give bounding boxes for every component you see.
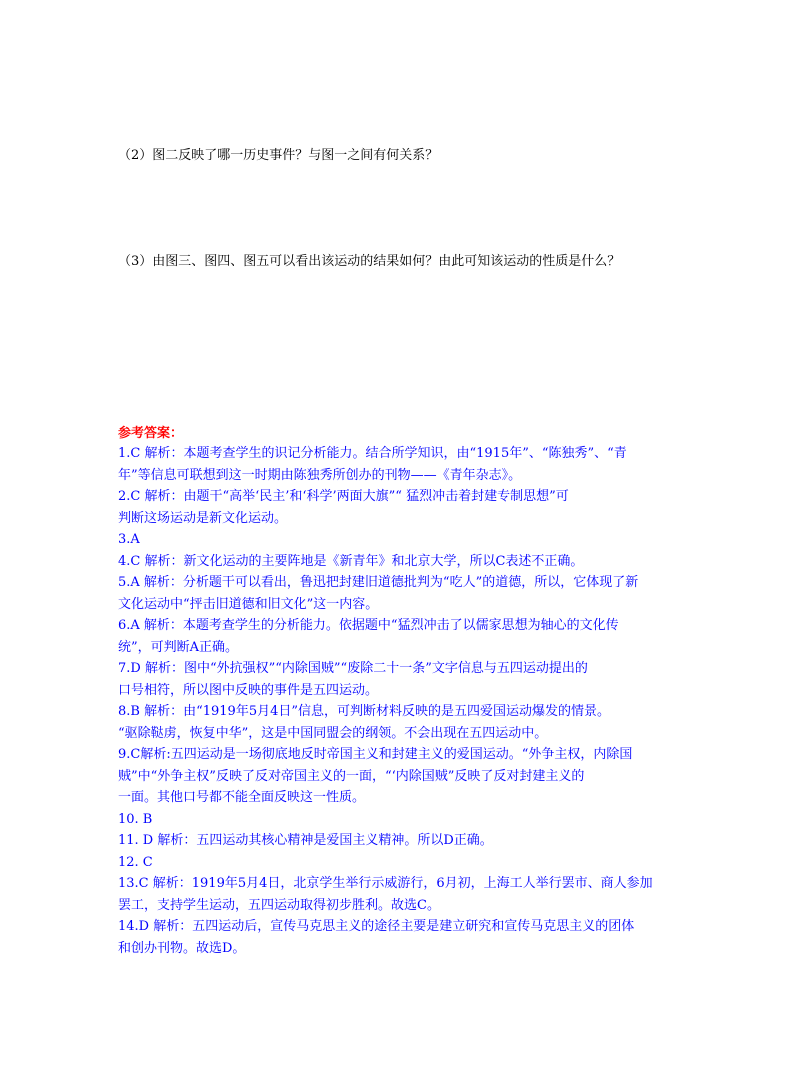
answer-line: 年”等信息可联想到这一时期由陈独秀所创办的刊物——《青年杂志》。 bbox=[118, 467, 522, 483]
answer-line: 口号相符，所以图中反映的事件是五四运动。 bbox=[118, 682, 379, 698]
answer-line: 12. C bbox=[118, 854, 153, 870]
answer-line: 统”，可判断A正确。 bbox=[118, 639, 239, 655]
answer-line: 和创办刊物。故选D。 bbox=[118, 940, 246, 956]
answer-line: 1.C 解析：本题考查学生的识记分析能力。结合所学知识，由“1915年”、“陈独秀”、“青 bbox=[118, 446, 627, 461]
answer-line: 判断这场运动是新文化运动。 bbox=[118, 510, 288, 526]
question-3: （3）由图三、图四、图五可以看出该运动的结果如何？由此可知该运动的性质是什么？ bbox=[118, 254, 621, 269]
answer-line: 罢工，支持学生运动，五四运动取得初步胜利。故选C。 bbox=[118, 897, 440, 913]
answer-line: 一面。其他口号都不能全面反映这一性质。 bbox=[118, 790, 366, 805]
answer-line: 11. D 解析：五四运动其核心精神是爱国主义精神。所以D正确。 bbox=[118, 833, 493, 848]
answer-line: 9.C解析:五四运动是一场彻底地反时帝国主义和封建主义的爱国运动。“外争主权，内除国 bbox=[118, 747, 633, 762]
answer-line: 8.B 解析：由“1919年5月4日”信息，可判断材料反映的是五四爱国运动爆发的情景。 bbox=[118, 704, 611, 719]
answer-line: 13.C 解析：1919年5月4日，北京学生举行示威游行，6月初，上海工人举行罢市、商人参加 bbox=[118, 876, 653, 891]
answer-line: 7.D 解析：图中“外抗强权”“内除国贼”“废除二十一条”文字信息与五四运动提出的 bbox=[118, 661, 588, 676]
answer-heading: 参考答案： bbox=[118, 426, 184, 441]
answer-line: 14.D 解析：五四运动后，宣传马克思主义的途径主要是建立研究和宣传马克思主义的团体 bbox=[118, 919, 635, 934]
answer-line: 3.A bbox=[118, 532, 140, 547]
answer-line: 2.C 解析：由题干“高举‘民主’和‘科学’两面大旗”“ 猛烈冲击着封建专制思想”可 bbox=[118, 489, 569, 504]
answer-line: 4.C 解析：新文化运动的主要阵地是《新青年》和北京大学，所以C表述不正确。 bbox=[118, 553, 584, 569]
answer-line: 10. B bbox=[118, 811, 153, 827]
answer-line: 贼”中“外争主权”反映了反对帝国主义的一面，“‘内除国贼”反映了反对封建主义的 bbox=[118, 768, 585, 784]
question-2: （2）图二反映了哪一历史事件？与图一之间有何关系？ bbox=[118, 148, 439, 163]
answer-line: “驱除鞑虏，恢复中华”，这是中国同盟会的纲领。不会出现在五四运动中。 bbox=[118, 725, 548, 741]
answer-line: 文化运动中“抨击旧道德和旧文化”这一内容。 bbox=[118, 596, 379, 612]
answer-section bbox=[118, 424, 693, 959]
answer-line: 6.A 解析：本题考查学生的分析能力。依据题中“猛烈冲击了以儒家思想为轴心的文化传 bbox=[118, 618, 619, 633]
answer-list bbox=[118, 443, 693, 959]
answer-line: 5.A 解析：分析题干可以看出，鲁迅把封建旧道德批判为“吃人”的道德，所以，它体现了新 bbox=[118, 575, 639, 590]
